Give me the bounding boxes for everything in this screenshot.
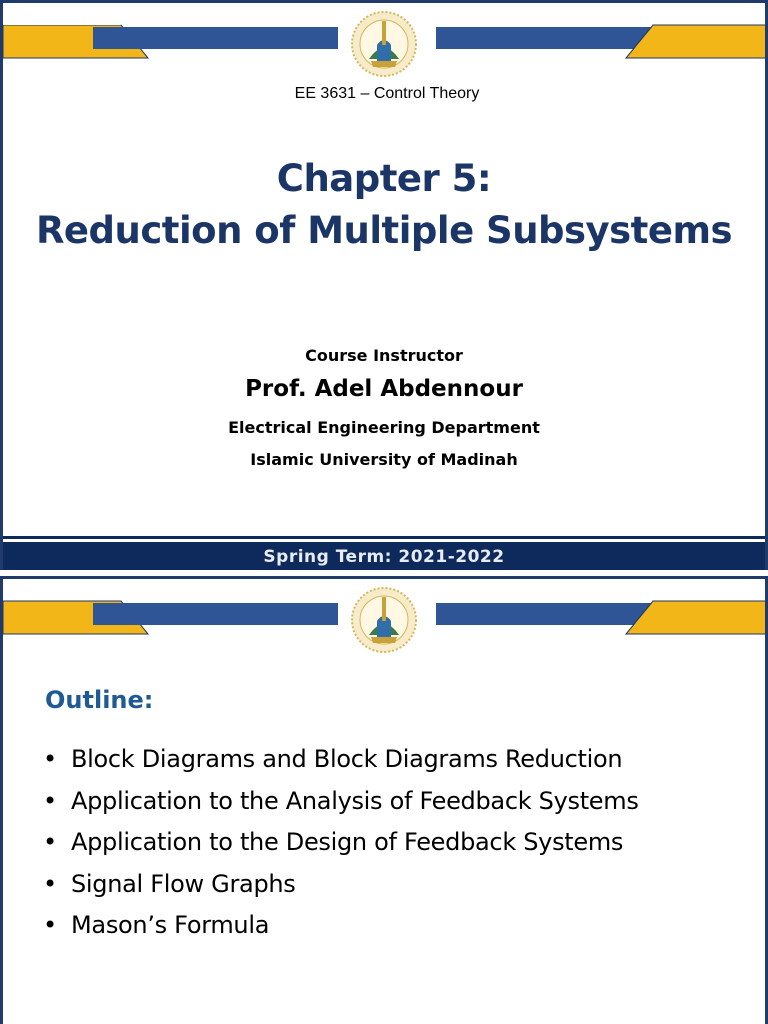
- university: Islamic University of Madinah: [250, 450, 518, 469]
- bullet-icon: •: [43, 828, 57, 856]
- chapter-name: Reduction of Multiple Subsystems: [35, 209, 733, 252]
- list-item: [43, 822, 639, 864]
- outline-heading: Outline:: [45, 686, 154, 714]
- outline-slide: [0, 576, 768, 1024]
- list-item-text: Block Diagrams and Block Diagrams Reduction: [71, 745, 623, 773]
- list-item-text: Mason’s Formula: [71, 911, 270, 939]
- department: Electrical Engineering Department: [228, 418, 540, 437]
- list-item-text: Application to the Design of Feedback Systems: [71, 828, 624, 856]
- list-item: [43, 781, 639, 823]
- bullet-icon: •: [43, 869, 57, 898]
- list-item: [43, 739, 639, 781]
- chapter-title: [3, 153, 765, 257]
- bullet-icon: •: [43, 911, 57, 939]
- bullet-icon: •: [43, 745, 57, 773]
- list-item-text: Signal Flow Graphs: [71, 869, 296, 898]
- term-bar: [3, 539, 768, 570]
- outline-list: [43, 739, 639, 947]
- bullet-icon: •: [43, 786, 57, 815]
- list-item: [43, 864, 639, 906]
- course-code: EE 3631 – Control Theory: [294, 85, 480, 102]
- list-item-text: Application to the Analysis of Feedback Systems: [71, 786, 639, 815]
- list-item: [43, 905, 639, 947]
- instructor-label: Course Instructor: [305, 346, 463, 365]
- chapter-number: Chapter 5:: [276, 157, 492, 200]
- university-emblem-icon: [349, 9, 419, 79]
- term-label: Spring Term: 2021-2022: [263, 547, 505, 567]
- instructor-name: Prof. Adel Abdennour: [245, 376, 523, 402]
- university-emblem-icon: [349, 585, 419, 655]
